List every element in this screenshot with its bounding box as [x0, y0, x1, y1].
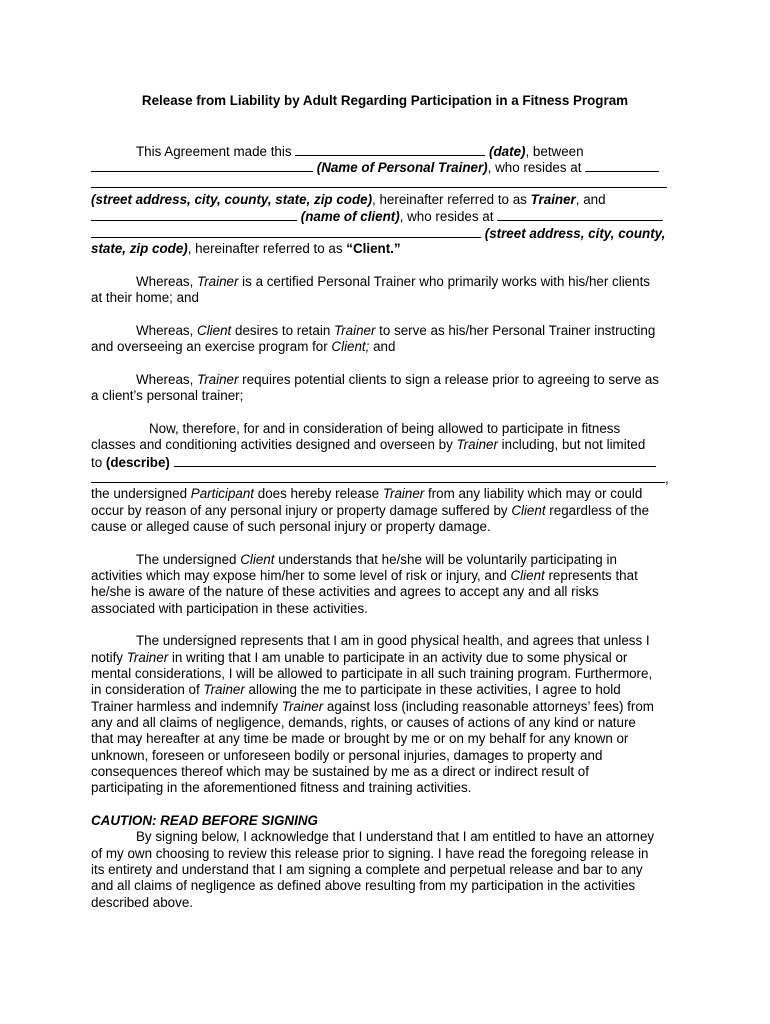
agreement-line-6 — [91, 225, 681, 242]
agreement-line-5 — [91, 208, 681, 225]
caution-heading — [91, 813, 681, 830]
undersigned-text: activities which may expose him/her to some level of risk or injury, and — [91, 568, 511, 583]
trainer-term: Trainer — [456, 437, 498, 452]
whereas-text: and — [369, 339, 396, 354]
describe-blank-2[interactable] — [91, 470, 665, 483]
whereas-text: to serve as his/her Personal Trainer instructing — [375, 323, 656, 338]
represents-line-3 — [91, 666, 681, 683]
now-line-6 — [91, 503, 681, 520]
represents-line-4 — [91, 682, 681, 699]
trainer-term: Trainer — [530, 192, 576, 207]
who-resides-text-2: , who resides at — [399, 209, 494, 224]
client-term: Client — [240, 552, 275, 567]
client-address-blank-1[interactable] — [497, 208, 663, 221]
represents-text: allowing the me to participate in these activities, I agree to hold — [244, 682, 621, 697]
trainer-term: Trainer — [281, 699, 324, 714]
represents-line-2 — [91, 650, 681, 667]
agreement-line-2 — [91, 159, 681, 176]
client-term: Client; — [331, 339, 370, 354]
now-text: the undersigned — [91, 486, 191, 501]
now-text: regardless of the — [545, 503, 650, 518]
trainer-term: Trainer — [203, 682, 245, 697]
represents-line-6 — [91, 715, 681, 732]
represents-text: against loss (including reasonable attorneys’ fees) from — [323, 699, 654, 714]
now-line-7 — [91, 519, 681, 536]
whereas-2-line-1 — [136, 323, 681, 340]
street-label-b: state, zip code) — [91, 241, 188, 256]
caution-text: and all claims of negligence as defined above resulting from my participation in the activities — [91, 878, 636, 893]
now-text: from any liability which may or could — [424, 486, 643, 501]
agreement-line-3 — [91, 175, 681, 192]
caution-line-2 — [91, 846, 681, 863]
represents-text: mental considerations, I will be allowed to participate in all such training program. Furthermore, — [91, 666, 653, 681]
document-title: Release from Liability by Adult Regarding Participation in a Fitness Program — [141, 93, 629, 108]
date-blank[interactable] — [295, 143, 485, 156]
now-text: cause or alleged cause of such personal injury or property damage. — [91, 519, 491, 534]
now-text: occur by reason of any personal injury or property damage suffered by — [91, 503, 512, 518]
trainer-term: Trainer — [126, 650, 169, 665]
represents-line-8 — [91, 748, 681, 765]
trainer-address-blank-2[interactable] — [91, 175, 667, 188]
client-term: Client — [510, 568, 545, 583]
caution-text: of my own choosing to review this release prior to signing. I have read the foregoing release in — [91, 846, 649, 861]
street-label: (street address, city, county, state, zip code) — [91, 192, 373, 207]
trainer-term: Trainer — [382, 486, 425, 501]
whereas-text: desires to retain — [231, 323, 334, 338]
trainer-address-blank-1[interactable] — [585, 159, 659, 172]
represents-text: The undersigned represents that I am in good physical health, and agrees that unless I — [136, 633, 650, 648]
whereas-3-line-1 — [136, 372, 681, 389]
now-text: classes and conditioning activities designed and overseen by — [91, 437, 457, 452]
whereas-text: is a certified Personal Trainer who primarily works with his/her clients — [238, 274, 650, 289]
participant-term: Participant — [190, 486, 255, 501]
agreement-line-4 — [91, 192, 681, 209]
represents-text: Trainer harmless and indemnify — [91, 699, 282, 714]
caution-line-4 — [91, 878, 681, 895]
agreement-text: This Agreement made this — [136, 144, 292, 159]
whereas-text: a client’s personal trainer; — [91, 388, 244, 403]
whereas-text: and overseeing an exercise program for — [91, 339, 332, 354]
now-line-5 — [91, 486, 681, 503]
caution-line-5 — [91, 895, 681, 912]
whereas-text: Whereas, — [136, 323, 198, 338]
represents-line-5 — [91, 699, 681, 716]
describe-label: (describe) — [105, 455, 170, 470]
caution-heading-text: CAUTION: READ BEFORE SIGNING — [91, 813, 318, 828]
trainer-term: Trainer — [197, 274, 239, 289]
represents-text: consequences thereof which may be sustained by me as a direct or indirect result of — [91, 764, 589, 779]
now-text: Now, therefore, for and in consideration of being allowed to participate in fitness — [149, 421, 621, 436]
undersigned-line-1 — [136, 552, 681, 569]
represents-text: that may hereafter at any time be made or brought by me or on my behalf for any known or — [91, 731, 629, 746]
caution-text: its entirety and understand that I am signing a complete and perpetual release and bar to any — [91, 862, 643, 877]
caution-line-1 — [136, 829, 681, 846]
whereas-text: Whereas, — [136, 372, 198, 387]
who-resides-text: , who resides at — [487, 160, 582, 175]
undersigned-text: The undersigned — [136, 552, 241, 567]
and-text: , and — [575, 192, 606, 207]
now-text: including, but not limited — [497, 437, 646, 452]
now-line-4 — [91, 470, 681, 487]
whereas-3-line-2 — [91, 388, 681, 405]
date-label: (date) — [489, 144, 526, 159]
whereas-text: requires potential clients to sign a release prior to agreeing to serve as — [238, 372, 660, 387]
trainer-term: Trainer — [197, 372, 239, 387]
undersigned-text: understands that he/she will be voluntarily participating in — [274, 552, 617, 567]
street-label-a: (street address, city, county, — [484, 226, 666, 241]
undersigned-text: associated with participation in these activities. — [91, 601, 368, 616]
represents-text: notify — [91, 650, 127, 665]
now-text: does hereby release — [254, 486, 383, 501]
client-name-label: (name of client) — [300, 209, 400, 224]
client-quoted: “Client.” — [346, 241, 401, 256]
trainer-name-label: (Name of Personal Trainer) — [316, 160, 488, 175]
whereas-1-line-1 — [136, 274, 681, 291]
now-text: to — [91, 455, 106, 470]
describe-blank-1[interactable] — [174, 454, 656, 467]
whereas-text: Whereas, — [136, 274, 198, 289]
whereas-1-line-2 — [91, 290, 681, 307]
undersigned-line-2 — [91, 568, 681, 585]
hereinafter-client-text: , hereinafter referred to as — [187, 241, 347, 256]
client-term: Client — [511, 503, 546, 518]
undersigned-line-3 — [91, 584, 681, 601]
represents-text: unknown, foreseen or unforeseen bodily or personal injuries, damages to property and — [91, 748, 603, 763]
undersigned-text: he/she is aware of the nature of these activities and agrees to accept any and all risks — [91, 584, 599, 599]
undersigned-line-4 — [91, 601, 681, 618]
undersigned-text: represents that — [544, 568, 638, 583]
represents-text: in consideration of — [91, 682, 204, 697]
caution-text: described above. — [91, 895, 193, 910]
comma-text: , — [665, 471, 669, 486]
represents-line-7 — [91, 731, 681, 748]
now-line-3 — [91, 454, 681, 471]
trainer-term: Trainer — [334, 323, 376, 338]
client-term: Client — [197, 323, 232, 338]
client-address-blank-2[interactable] — [91, 225, 481, 238]
represents-line-1 — [136, 633, 681, 650]
caution-text: By signing below, I acknowledge that I understand that I am entitled to have an attorney — [136, 829, 655, 844]
represents-text: any and all claims of negligence, demands, rights, or causes of actions of any kind or nature — [91, 715, 636, 730]
represents-line-10 — [91, 780, 681, 797]
agreement-line-1 — [136, 143, 681, 160]
trainer-name-blank[interactable] — [91, 159, 313, 172]
client-name-blank[interactable] — [91, 208, 297, 221]
represents-text: participating in the aforementioned fitness and training activities. — [91, 780, 472, 795]
represents-line-9 — [91, 764, 681, 781]
whereas-2-line-2 — [91, 339, 681, 356]
caution-line-3 — [91, 862, 681, 879]
represents-text: in writing that I am unable to participate in an activity due to some physical or — [168, 650, 628, 665]
whereas-text: at their home; and — [91, 290, 199, 305]
now-line-1 — [149, 421, 681, 438]
hereinafter-text: , hereinafter referred to as — [372, 192, 531, 207]
between-text: , between — [525, 144, 584, 159]
agreement-line-7 — [91, 241, 681, 258]
now-line-2 — [91, 437, 681, 454]
